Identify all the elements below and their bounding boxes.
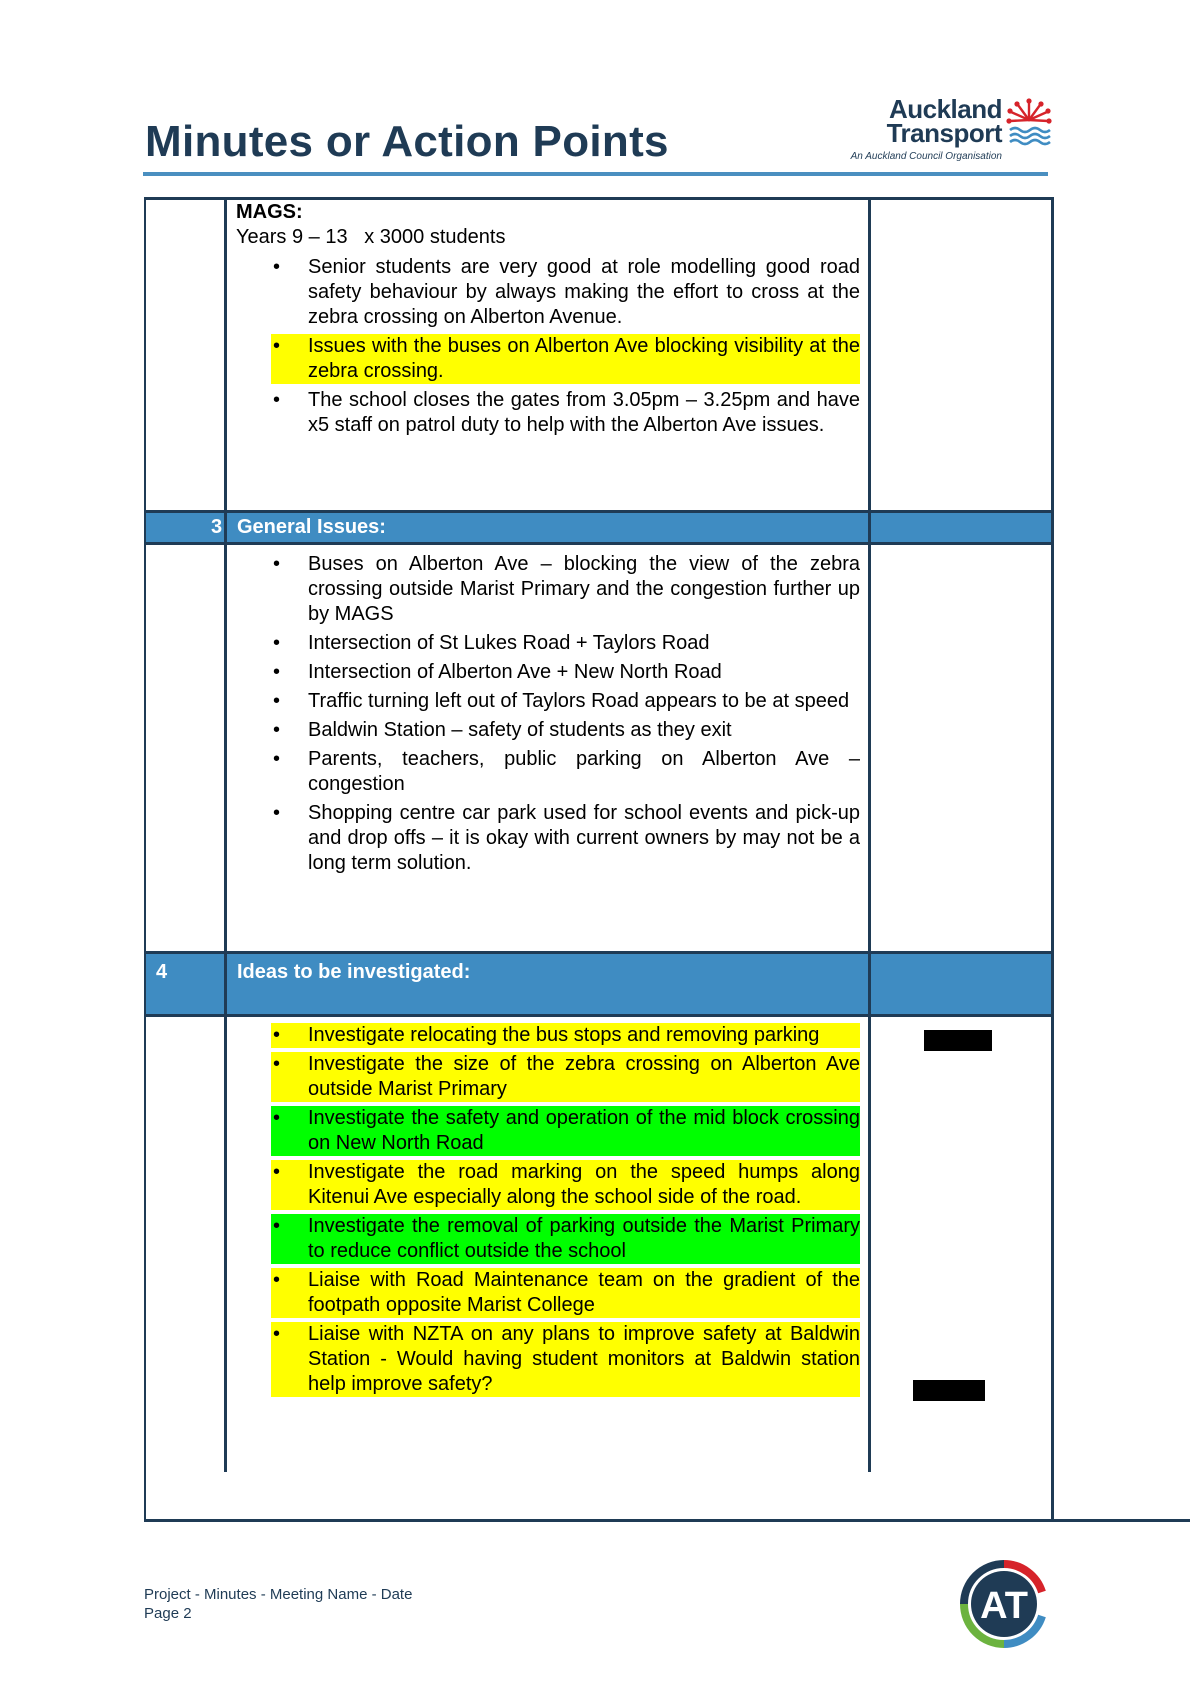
ideas-list (236, 1023, 860, 1397)
list-item-text: Traffic turning left out of Taylors Road appears to be at speed (308, 690, 850, 712)
list-item (236, 631, 860, 656)
section-3-number: 3 (211, 516, 223, 538)
list-item-text: Liaise with Road Maintenance team on the gradient of the footpath opposite Marist College (308, 1269, 860, 1316)
list-item (236, 747, 860, 797)
at-roundel-logo (958, 1558, 1050, 1650)
mags-list (236, 255, 860, 438)
bullet-icon: • (273, 748, 281, 770)
bullet-icon: • (273, 335, 281, 357)
mags-title: MAGS: (236, 201, 303, 223)
list-item-text: Parents, teachers, public parking on Alberton Ave – congestion (308, 748, 860, 795)
list-item (236, 334, 860, 384)
list-item (236, 388, 860, 438)
table-left-border (144, 197, 146, 1522)
page-title: Minutes or Action Points (145, 117, 669, 166)
bullet-icon: • (273, 389, 281, 411)
list-item (236, 718, 860, 743)
list-item (236, 1106, 860, 1156)
section-3-title: General Issues: (237, 516, 386, 538)
list-item (236, 1052, 860, 1102)
list-item (236, 255, 860, 330)
row-border-4-bottom (144, 1014, 1053, 1017)
column-divider-1 (224, 197, 227, 1472)
footer-project-line: Project - Minutes - Meeting Name - Date (144, 1586, 413, 1603)
list-item (236, 1322, 860, 1397)
row-border-3-bottom (144, 542, 1053, 545)
list-item-text: Liaise with NZTA on any plans to improve safety at Baldwin Station - Would having student monitors at Baldwin station help improve safety? (308, 1323, 860, 1395)
auckland-transport-logo (842, 96, 1052, 166)
list-item-text: Investigate the road marking on the speed humps along Kitenui Ave especially along the school side of the road. (308, 1161, 860, 1208)
section-4-number: 4 (156, 961, 168, 983)
bullet-icon: • (273, 690, 281, 712)
footer-page-number: Page 2 (144, 1605, 192, 1622)
mags-cell (236, 200, 860, 442)
list-item (236, 1023, 860, 1048)
footer (144, 1585, 412, 1623)
mags-subtitle: Years 9 – 13 x 3000 students (236, 226, 506, 248)
list-item-text: Investigate relocating the bus stops and removing parking (308, 1024, 820, 1046)
logo-line-auckland: Auckland (888, 94, 1002, 124)
bullet-icon: • (273, 256, 281, 278)
general-issues-list (236, 552, 860, 876)
list-item-text: Intersection of St Lukes Road + Taylors Road (308, 632, 710, 654)
list-item (236, 689, 860, 714)
bullet-icon: • (273, 632, 281, 654)
logo-line-transport: Transport (886, 118, 1002, 148)
bullet-icon: • (273, 1107, 281, 1129)
row-border-4-top (144, 951, 1053, 954)
bullet-icon: • (273, 719, 281, 741)
pohutukawa-flower-icon (1006, 98, 1052, 146)
list-item (236, 552, 860, 627)
section-3-header (144, 512, 1053, 543)
logo-subtitle: An Auckland Council Organisation (850, 151, 1002, 162)
bullet-icon: • (273, 553, 281, 575)
list-item-text: Investigate the removal of parking outside the Marist Primary to reduce conflict outside the school (308, 1215, 860, 1262)
list-item (236, 1214, 860, 1264)
at-logo-text: AT (980, 1585, 1028, 1627)
general-issues-cell (236, 552, 860, 880)
ideas-cell (236, 1023, 860, 1401)
section-4-header (144, 953, 1053, 1015)
list-item-text: Senior students are very good at role modelling good road safety behaviour by always making the effort to cross at the zebra crossing on Alberton Avenue. (308, 256, 860, 328)
list-item-text: Baldwin Station – safety of students as they exit (308, 719, 732, 741)
bullet-icon: • (273, 1269, 281, 1291)
bullet-icon: • (273, 1024, 281, 1046)
list-item-text: Issues with the buses on Alberton Ave blocking visibility at the zebra crossing. (308, 335, 860, 382)
list-item (236, 1268, 860, 1318)
list-item-text: Investigate the size of the zebra crossing on Alberton Ave outside Marist Primary (308, 1053, 860, 1100)
column-divider-2 (868, 197, 871, 1472)
table-bottom-border (144, 1519, 1190, 1522)
list-item-text: The school closes the gates from 3.05pm – 3.25pm and have x5 staff on patrol duty to help with the Alberton Ave issues. (308, 389, 860, 436)
redacted-owner-1 (924, 1030, 992, 1051)
list-item (236, 660, 860, 685)
table-right-border (1051, 197, 1054, 1522)
list-item (236, 1160, 860, 1210)
list-item-text: Intersection of Alberton Ave + New North Road (308, 661, 722, 683)
section-4-title: Ideas to be investigated: (237, 961, 471, 983)
list-item-text: Buses on Alberton Ave – blocking the view of the zebra crossing outside Marist Primary and the congestion further up by MAGS (308, 553, 860, 625)
bullet-icon: • (273, 661, 281, 683)
redacted-owner-2 (913, 1380, 985, 1401)
bullet-icon: • (273, 1215, 281, 1237)
bullet-icon: • (273, 1053, 281, 1075)
list-item-text: Shopping centre car park used for school events and pick-up and drop offs – it is okay with current owners by may not be a long term solution. (308, 802, 860, 874)
minutes-table (144, 197, 1053, 1522)
bullet-icon: • (273, 1323, 281, 1345)
row-border-3-top (144, 510, 1053, 513)
bullet-icon: • (273, 802, 281, 824)
bullet-icon: • (273, 1161, 281, 1183)
header-rule (143, 172, 1048, 176)
list-item (236, 801, 860, 876)
list-item-text: Investigate the safety and operation of the mid block crossing on New North Road (308, 1107, 860, 1154)
